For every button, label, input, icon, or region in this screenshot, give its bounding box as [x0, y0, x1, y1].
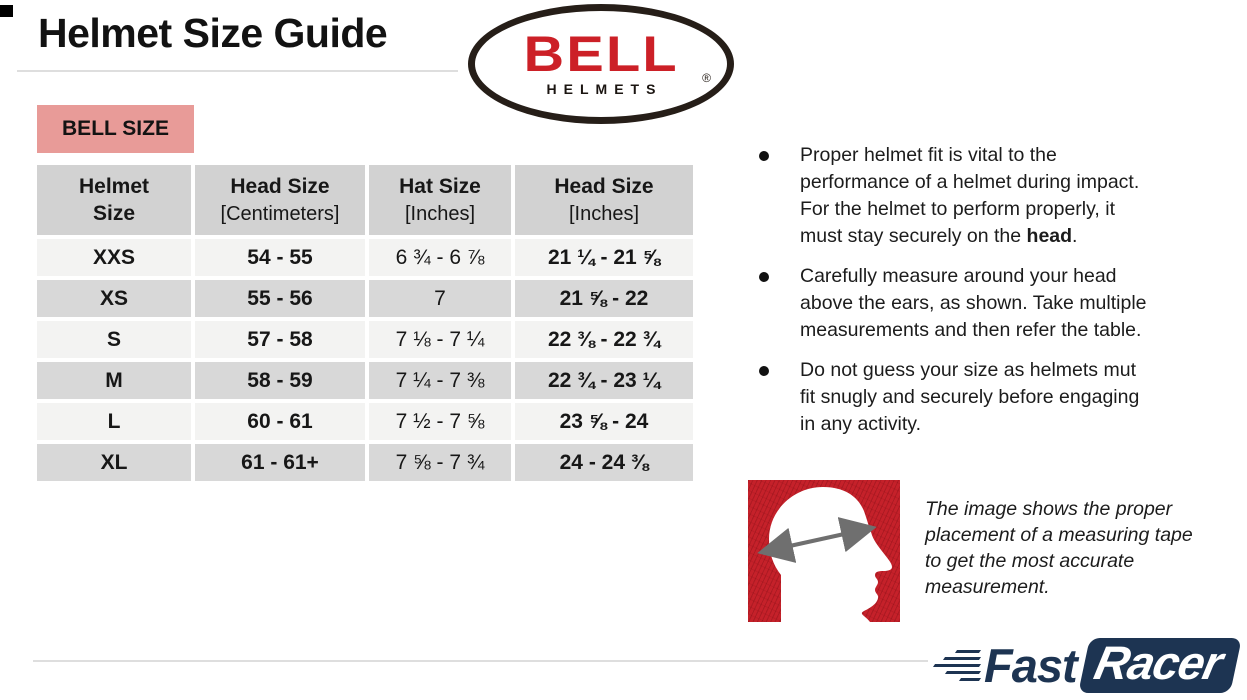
head-measurement-image — [748, 480, 900, 622]
size-table — [33, 161, 697, 485]
page-title: Helmet Size Guide — [38, 10, 388, 56]
cell-hat-size-in: 6 ¾ - 6 ⅞ — [369, 239, 511, 276]
head-silhouette-icon — [748, 480, 900, 622]
registered-trademark-icon: ® — [702, 71, 711, 85]
cell-head-size-cm: 58 - 59 — [195, 362, 365, 399]
cell-helmet-size: XL — [37, 444, 191, 481]
cell-head-size-in: 21 ¼ - 21 ⅝ — [515, 239, 693, 276]
fast-racer-logo-racer: Racer — [1089, 635, 1227, 689]
cell-helmet-size: XXS — [37, 239, 191, 276]
col-header-head-size-cm: Head Size [Centimeters] — [195, 165, 365, 235]
size-table-header — [37, 165, 693, 235]
table-row — [37, 239, 693, 276]
cell-hat-size-in: 7 ¼ - 7 ⅜ — [369, 362, 511, 399]
cell-helmet-size: L — [37, 403, 191, 440]
fast-racer-logo-box — [1078, 635, 1241, 693]
col-header-head-size-in: Head Size [Inches] — [515, 165, 693, 235]
fast-racer-logo — [934, 633, 1235, 697]
list-item: Proper helmet fit is vital to the performance of a helmet during impact. For the helmet to perform properly, it must stay securely on the head. — [742, 142, 1230, 250]
bell-helmets-logo — [468, 4, 734, 124]
table-row — [37, 280, 693, 317]
cell-head-size-in: 22 ⅜ - 22 ¾ — [515, 321, 693, 358]
cell-head-size-in: 23 ⅝ - 24 — [515, 403, 693, 440]
cell-head-size-in: 22 ¾ - 23 ¼ — [515, 362, 693, 399]
cell-head-size-cm: 55 - 56 — [195, 280, 365, 317]
cell-hat-size-in: 7 ⅝ - 7 ¾ — [369, 444, 511, 481]
cell-hat-size-in: 7 — [369, 280, 511, 317]
cell-head-size-cm: 54 - 55 — [195, 239, 365, 276]
bottom-divider — [33, 660, 928, 662]
bell-logo-wordmark: BELL — [523, 25, 679, 82]
cell-helmet-size: S — [37, 321, 191, 358]
table-row — [37, 321, 693, 358]
cell-helmet-size: XS — [37, 280, 191, 317]
bullet-icon — [759, 272, 769, 282]
fast-racer-logo-fast: Fast — [984, 638, 1077, 692]
bell-size-tag: BELL SIZE — [37, 105, 194, 153]
list-item: Do not guess your size as helmets mut fit snugly and securely before engaging in any activity. — [742, 357, 1230, 438]
col-header-helmet-size: Helmet Size — [37, 165, 191, 235]
title-divider — [17, 70, 458, 72]
cell-hat-size-in: 7 ½ - 7 ⅝ — [369, 403, 511, 440]
cell-head-size-in: 24 - 24 ⅜ — [515, 444, 693, 481]
bullet-icon — [759, 151, 769, 161]
list-item: Carefully measure around your head above the ears, as shown. Take multiple measurements and then refer the table. — [742, 263, 1230, 344]
bullet-icon — [759, 366, 769, 376]
table-row — [37, 444, 693, 481]
table-row — [37, 362, 693, 399]
cell-head-size-cm: 57 - 58 — [195, 321, 365, 358]
bell-logo-subtext: HELMETS — [546, 80, 663, 97]
cell-head-size-cm: 60 - 61 — [195, 403, 365, 440]
cell-helmet-size: M — [37, 362, 191, 399]
col-header-hat-size-in: Hat Size [Inches] — [369, 165, 511, 235]
cell-head-size-cm: 61 - 61+ — [195, 444, 365, 481]
corner-mark — [0, 5, 13, 17]
fit-notes-list — [742, 142, 1230, 438]
speed-lines-icon — [934, 650, 980, 681]
cell-head-size-in: 21 ⅝ - 22 — [515, 280, 693, 317]
cell-hat-size-in: 7 ⅛ - 7 ¼ — [369, 321, 511, 358]
figure-caption: The image shows the proper placement of a measuring tape to get the most accurate measurement. — [925, 498, 1193, 598]
table-row — [37, 403, 693, 440]
